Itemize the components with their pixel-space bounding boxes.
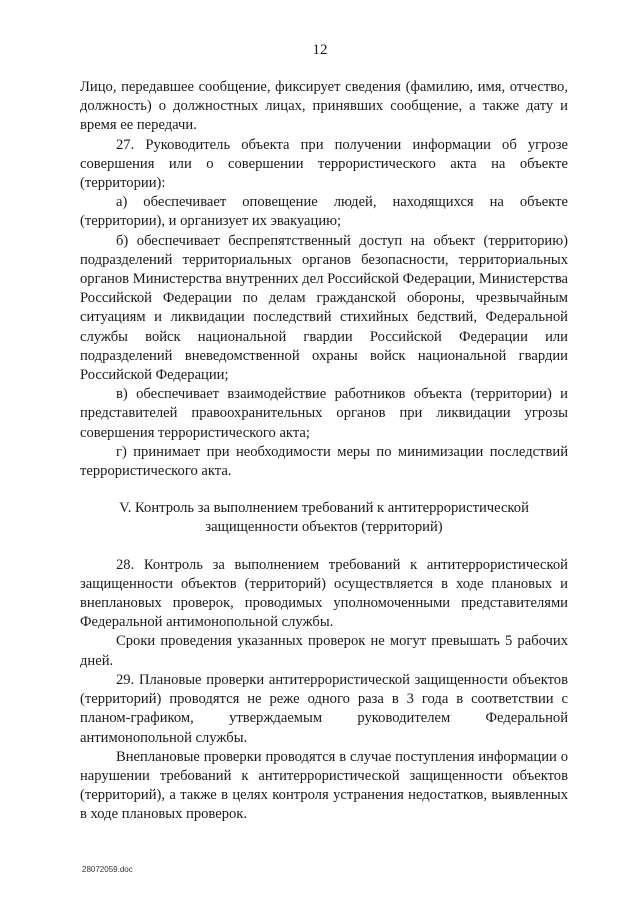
paragraph: 28. Контроль за выполнением требований к антитеррористической защищенности объектов (территорий) осуществляется в ходе плановых и внеплановых проверок, проводимых уполномоченными представителями Федеральной антимонопольной службы. [80, 556, 568, 631]
paragraph: в) обеспечивает взаимодействие работников объекта (территории) и представителей правоохранительных органов при ликвидации угрозы совершения террористического акта; [80, 386, 568, 441]
footer-filename: 28072059.doc [82, 865, 133, 874]
document-body [80, 78, 568, 825]
paragraph: 27. Руководитель объекта при получении информации об угрозе совершения или о совершении террористического акта на объекте (территории): [80, 136, 568, 192]
paragraph: Сроки проведения указанных проверок не могут превышать 5 рабочих дней. [80, 633, 568, 669]
paragraph: 29. Плановые проверки антитеррористической защищенности объектов (территорий) проводятся не реже одного раза в 3 года в соответствии с планом-графиком, утверждаемым руководителем Федеральной антимонопольной службы. [80, 671, 568, 746]
page-number: 12 [312, 42, 328, 58]
paragraph: Внеплановые проверки проводятся в случае поступления информации о нарушении требований к антитеррористической защищенности объектов (территорий), а также в целях контроля устранения недостатков, выявленных в ходе плановых проверок. [80, 748, 568, 823]
paragraph: г) принимает при необходимости меры по минимизации последствий террористического акта. [80, 443, 568, 480]
section-heading-line: V. Контроль за выполнением требований к антитеррористической [119, 500, 529, 517]
section-heading [104, 499, 544, 537]
paragraph: а) обеспечивает оповещение людей, находящихся на объекте (территории), и организует их эвакуацию; [80, 194, 568, 230]
section-heading-line: защищенности объектов (территорий) [205, 519, 443, 536]
paragraph: б) обеспечивает беспрепятственный доступ на объект (территорию) подразделений территориальных органов безопасности, территориальных органов Министерства внутренних дел Российской Федерации, Министерства Российской Федерации по делам гражданской обороны, чрезвычайным ситуациям и ликвидации последствий стихийных бедствий, Федеральной службы войск национальной гвардии Российской Федерации или подразделений вневедомственной охраны войск национальной гвардии Российской Федерации; [80, 232, 568, 384]
paragraph: Лицо, передавшее сообщение, фиксирует сведения (фамилию, имя, отчество, должность) о должностных лицах, принявших сообщение, а также дату и время ее передачи. [80, 79, 568, 134]
